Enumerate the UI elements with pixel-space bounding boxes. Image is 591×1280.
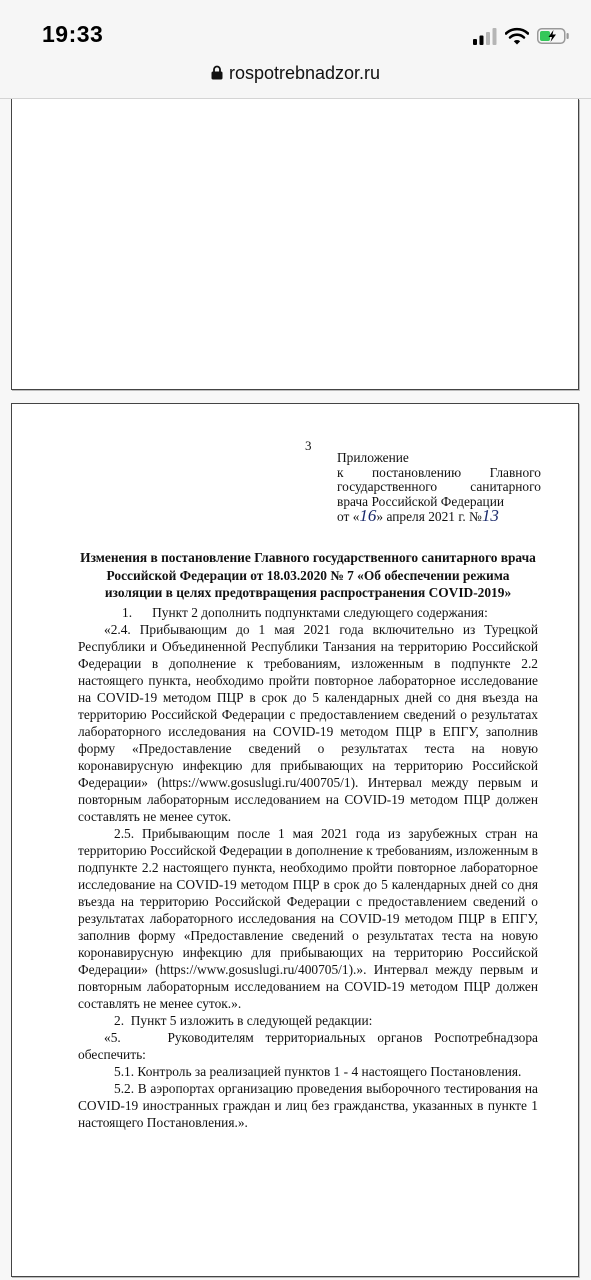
status-bar xyxy=(0,0,591,58)
cellular-signal-icon xyxy=(473,28,497,45)
appendix-reference: к постановлению Главного государственного санитарного врача Российской Федерации xyxy=(337,464,541,509)
date-prefix: от « xyxy=(337,509,360,524)
page-number: 3 xyxy=(305,438,312,453)
document-body xyxy=(78,604,538,1131)
battery-charging-icon xyxy=(537,28,569,44)
url-display[interactable] xyxy=(0,63,591,84)
appendix-title: Приложение xyxy=(337,450,409,465)
appendix-header xyxy=(337,451,541,525)
url-text: rospotrebnadzor.ru xyxy=(228,63,381,83)
pdf-page-blank xyxy=(11,99,579,390)
address-bar[interactable] xyxy=(0,58,591,99)
paragraph: «2.4. Прибывающим до 1 мая 2021 года включительно из Турецкой Республики и Объединенной Республики Танзания на территорию Российской Федерации в дополнение к требованиям, изложенным в подпункте 2.2 настоящего пункта, необходимо пройти повторное лабораторное исследование на COVID-19 методом ПЦР в срок до 5 календарных дней со дня въезда на территорию Российской Федерации с предоставлением сведений о результатах лабораторного исследования на COVID-19 методом ПЦР в ЕПГУ, заполнив форму «Предоставление сведений о результатах теста на новую коронавирусную инфекцию для прибывающих на территорию Российской Федерации» (https://www.gosuslugi.ru/400705/1). Интервал между первым и повторным лабораторным исследованием на COVID-19 методом ПЦР должен составлять не менее суток. xyxy=(78,622,538,824)
clock: 19:33 xyxy=(42,21,104,47)
date-suffix: » апреля 2021 г. № xyxy=(376,509,482,524)
pdf-viewer[interactable] xyxy=(0,99,591,1280)
wifi-icon xyxy=(505,27,529,45)
paragraph: 5.2. В аэропортах организацию проведения выборочного тестирования на COVID-19 иностранных граждан и лиц без гражданства, указанных в пункте 1 настоящего Постановления.». xyxy=(78,1081,538,1130)
appendix-date xyxy=(337,506,541,525)
paragraph: 1. Пункт 2 дополнить подпунктами следующего содержания: xyxy=(122,605,488,620)
paragraph: 2.5. Прибывающим после 1 мая 2021 года из зарубежных стран на территорию Российской Федерации в дополнение к требованиям, изложенным в подпункте 2.2 настоящего пункта, необходимо пройти повторное лабораторное исследование на COVID-19 методом ПЦР в срок до 5 календарных дней со дня въезда на территорию Российской Федерации с предоставлением сведений о результатах лабораторного исследования на COVID-19 методом ПЦР в ЕПГУ, заполнив форму «Предоставление сведений о результатах теста на новую коронавирусную инфекцию для прибывающих на территорию Российской Федерации» (https://www.gosuslugi.ru/400705/1).». Интервал между первым и повторным лабораторным исследованием на COVID-19 методом ПЦР должен составлять не менее суток.». xyxy=(78,826,538,1011)
paragraph: 2. Пункт 5 изложить в следующей редакции: xyxy=(114,1013,373,1028)
paragraph: 5.1. Контроль за реализацией пунктов 1 - 4 настоящего Постановления. xyxy=(114,1064,522,1079)
pdf-page xyxy=(11,403,579,1277)
handwritten-day: 16 xyxy=(359,506,377,525)
handwritten-number: 13 xyxy=(481,506,499,525)
document-title: Изменения в постановление Главного государственного санитарного врача Российской Федерации от 18.03.2020 № 7 «Об обеспечении режима изоляции в целях предотвращения распространения COVID-2019» xyxy=(80,550,536,600)
status-icons xyxy=(473,24,569,48)
lock-icon xyxy=(211,65,223,80)
paragraph: «5. Руководителям территориальных органов Роспотребнадзора обеспечить: xyxy=(78,1030,538,1062)
